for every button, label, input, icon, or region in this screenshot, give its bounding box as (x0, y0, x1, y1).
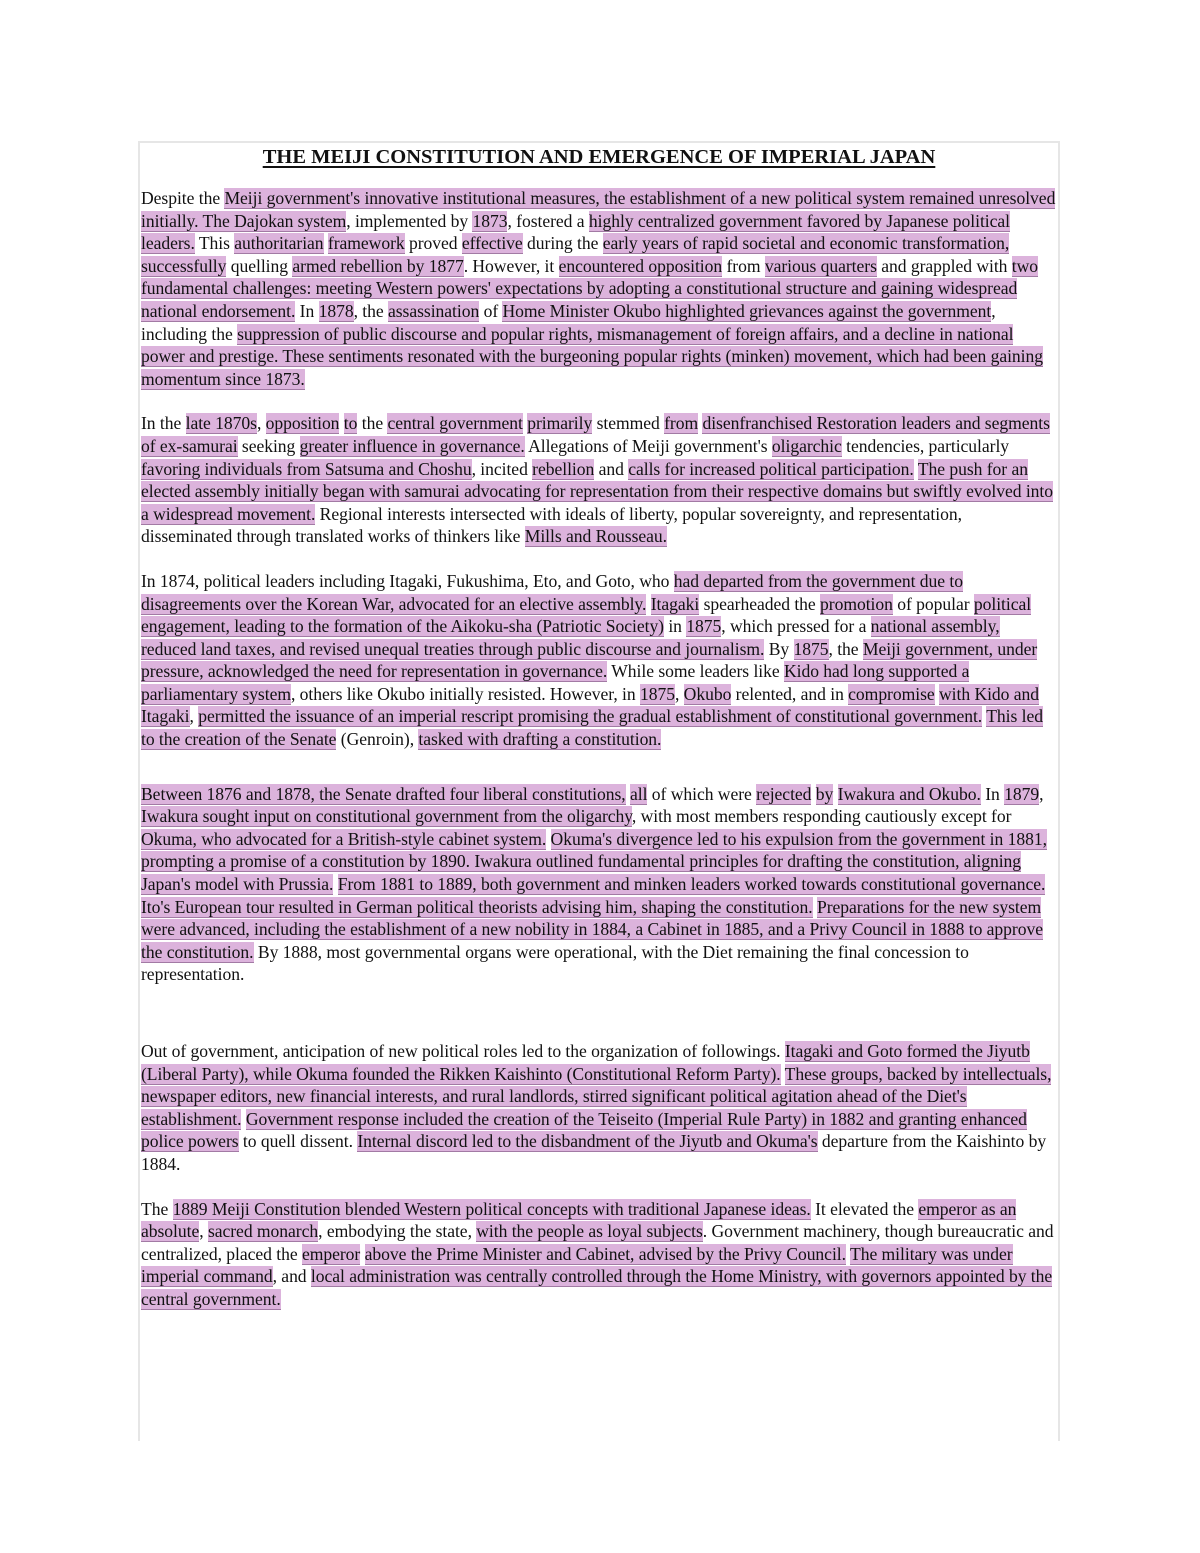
highlighted-text: permitted the issuance of an imperial rescript promising the gradual establishment of constitutional government. (198, 706, 983, 727)
highlighted-text: to (343, 413, 358, 434)
highlighted-text: emperor as an absolute (141, 1198, 1017, 1242)
highlighted-text: with Kido and Itagaki (141, 683, 1040, 727)
highlighted-text: Internal discord led to the disbandment of the Jiyutb and Okuma's (357, 1131, 818, 1152)
text-run: spearheaded the (699, 593, 821, 614)
text-run: In (295, 300, 319, 321)
document-title: THE MEIJI CONSTITUTION AND EMERGENCE OF IMPERIAL JAPAN (262, 146, 936, 168)
text-run: tendencies, particularly (841, 435, 1010, 456)
highlighted-text: greater influence in governance. (299, 435, 525, 456)
highlighted-text: compromise (848, 683, 935, 704)
highlighted-text: suppression of public discourse and popular rights, mismanagement of foreign affairs, and a decline in national power and prestige. These sentiments resonated with the burgeoning popular rights (minken) movement, which had been gaining momentum since 1873. (141, 323, 1043, 389)
highlighted-text: from (664, 413, 699, 434)
highlighted-text: all (630, 783, 648, 804)
text-run: in (664, 616, 687, 637)
highlighted-text: central government (387, 413, 523, 434)
paragraph (141, 187, 1057, 390)
highlighted-text: 1875 (793, 638, 829, 659)
highlighted-text: 1889 Meiji Constitution blended Western political concepts with traditional Japanese ideas. (172, 1198, 811, 1219)
highlighted-text: Meiji government, under pressure, acknowledged the need for representation in governance. (141, 638, 1038, 682)
text-run: of which were (647, 783, 757, 804)
text-run: and grappled with (876, 255, 1012, 276)
highlighted-text: Ito's European tour resulted in German political theorists advising him, shaping the constitution. (141, 896, 813, 917)
highlighted-text: disenfranchised Restoration leaders and segments of ex-samurai (141, 413, 1050, 456)
highlighted-text: 1878 (318, 300, 354, 321)
text-run: , (674, 683, 684, 704)
highlighted-text: promotion (820, 593, 893, 614)
text-run: This (194, 233, 235, 254)
highlighted-text: oligarchic (771, 435, 842, 456)
highlighted-text: primarily (527, 413, 593, 434)
paragraph (141, 570, 1057, 751)
highlighted-text: From 1881 to 1889, both government and minken leaders worked towards constitutional governance. (337, 874, 1046, 895)
highlighted-text: above the Prime Minister and Cabinet, advised by the Privy Council. (364, 1243, 846, 1264)
highlighted-text: late 1870s (185, 413, 257, 434)
paragraph (141, 1040, 1057, 1176)
text-run: relented, and in (731, 683, 849, 704)
highlighted-text: tasked with drafting a constitution. (418, 729, 662, 750)
text-run: of popular (892, 593, 974, 614)
highlighted-text: Okuma's divergence led to his expulsion from the government in 1881, prompting a promise of a constitution by 1890. Iwakura outlined fundamental principles for drafting the constitution, aligning Japan's model with Prussia. (141, 828, 1047, 895)
document-body (141, 143, 1057, 1311)
highlighted-text: This led to the creation of the Senate (141, 706, 1043, 750)
highlighted-text: Kido had long supported a parliamentary system (141, 661, 970, 704)
paragraph (141, 412, 1057, 548)
highlighted-text: sacred monarch (207, 1221, 319, 1242)
text-run: . However, it (463, 255, 559, 276)
text-run: , fostered a (507, 210, 589, 231)
text-run: In the (141, 413, 186, 434)
highlighted-text: Iwakura and Okubo. (837, 783, 981, 804)
highlighted-text: encountered opposition (558, 255, 723, 276)
text-run: , and (272, 1266, 311, 1287)
text-run: In (980, 783, 1005, 804)
text-run: Despite the (141, 188, 225, 208)
highlighted-text: rebellion (532, 458, 595, 479)
highlighted-text: Mills and Rousseau. (524, 526, 667, 547)
text-run (833, 784, 837, 804)
text-run: It elevated the (810, 1198, 919, 1219)
highlighted-text: various quarters (764, 255, 877, 276)
text-run: , with most members responding cautiously except for (631, 806, 1012, 827)
text-run: , embodying the state, (318, 1221, 477, 1242)
text-run: , (189, 706, 199, 727)
highlighted-text: two fundamental challenges: meeting Western powers' expectations by adopting a constitutional structure and gaining widespread national endorsement. (141, 255, 1039, 321)
text-run: and (594, 458, 629, 479)
highlighted-text: Between 1876 and 1878, the Senate drafted four liberal constitutions, (141, 783, 626, 804)
highlighted-text: Itagaki (650, 593, 700, 614)
text-run (360, 1244, 364, 1264)
highlighted-text: 1873 (472, 210, 508, 231)
text-run: quelling (226, 255, 293, 276)
highlighted-text: Itagaki and Goto formed the Jiyutb (Liberal Party), while Okuma founded the Rikken Kaishinto (Constitutional Reform Party). (141, 1041, 1030, 1084)
highlighted-text: highly centralized government favored by Japanese political leaders. (141, 210, 1010, 254)
text-run: . Government machinery, though bureaucratic and centralized, placed the (141, 1221, 1054, 1264)
highlighted-text: 1875 (639, 683, 675, 704)
highlighted-text: political engagement, leading to the formation of the Aikoku-sha (Patriotic Society) (141, 593, 1032, 637)
highlighted-text: Okuma, who advocated for a British-style cabinet system. (141, 828, 547, 849)
highlighted-text: national assembly, reduced land taxes, and revised unequal treaties through public discourse and journalism. (141, 616, 1000, 659)
highlighted-text: had departed from the government due to disagreements over the Korean War, advocated for an elective assembly. (141, 570, 963, 614)
text-run: , the (353, 300, 388, 321)
text-run (546, 829, 550, 849)
highlighted-text: authoritarian (234, 233, 324, 254)
text-run: , (1039, 783, 1044, 804)
text-run: stemmed (592, 413, 665, 434)
text-run: In 1874, political leaders including Itagaki, Fukushima, Eto, and Goto, who (141, 570, 674, 591)
highlighted-text: These groups, backed by intellectuals, newspaper editors, new financial interests, and rural landlords, stirred significant political agitation ahead of the Diet's establishment. (141, 1063, 1052, 1129)
paragraph (141, 1198, 1057, 1311)
paragraph-container (141, 187, 1057, 1311)
text-run: , (199, 1221, 208, 1242)
highlighted-text: calls for increased political participation. (628, 458, 914, 479)
text-run: , (256, 413, 266, 434)
text-run: seeking (237, 435, 300, 456)
text-run: , which pressed for a (721, 616, 871, 637)
highlighted-text: Preparations for the new system were advanced, including the establishment of a new nobility in 1884, a Cabinet in 1885, and a Privy Council in 1888 to approve the constitution. (141, 896, 1043, 962)
text-run: , others like Okubo initially resisted. However, in (290, 683, 640, 704)
highlighted-text: by (815, 783, 834, 804)
highlighted-text: Home Minister Okubo highlighted grievances against the government (502, 300, 992, 321)
highlighted-text: 1879 (1004, 783, 1040, 804)
text-run: , implemented by (346, 210, 473, 231)
highlighted-text: emperor (301, 1243, 361, 1264)
highlighted-text: Iwakura sought input on constitutional government from the oligarchy (141, 806, 632, 827)
highlighted-text: Government response included the creation of the Teiseito (Imperial Rule Party) in 1882 and granting enhanced police powers (141, 1108, 1027, 1152)
highlighted-text: rejected (756, 783, 812, 804)
text-run: While some leaders like (607, 661, 784, 682)
highlighted-text: armed rebellion by 1877 (292, 255, 464, 276)
text-run: By (764, 638, 794, 659)
highlighted-text: 1875 (686, 616, 722, 637)
text-run: Out of government, anticipation of new political roles led to the organization of followings. (141, 1041, 785, 1061)
highlighted-text: favoring individuals from Satsuma and Choshu (141, 458, 472, 479)
highlighted-text: framework (327, 233, 405, 254)
highlighted-text: effective (461, 233, 523, 254)
text-run: By 1888, most governmental organs were operational, with the Diet remaining the final concession to representation. (141, 941, 969, 985)
highlighted-text: local administration was centrally controlled through the Home Ministry, with governors appointed by the central government. (141, 1266, 1053, 1309)
highlighted-text: Meiji government's innovative institutional measures, the establishment of a new political system remained unresolved initially. The Dajokan system (141, 188, 1056, 231)
text-run: from (722, 255, 765, 276)
text-run: Allegations of Meiji government's (524, 435, 772, 456)
text-run: Regional interests intersected with ideals of liberty, popular sovereignty, and representation, disseminated through translated works of thinkers like (141, 503, 962, 547)
text-run: during the (522, 233, 603, 254)
paragraph (141, 783, 1057, 986)
text-run: departure from the Kaishinto by 1884. (141, 1131, 1047, 1174)
text-run: , incited (471, 458, 533, 479)
highlighted-text: Okubo (683, 683, 732, 704)
text-run: proved (404, 233, 462, 254)
highlighted-text: assassination (387, 300, 480, 321)
text-run: to quell dissent. (238, 1131, 358, 1152)
text-run: , the (828, 638, 863, 659)
text-run: of (479, 300, 503, 321)
highlighted-text: The push for an elected assembly initially began with samurai advocating for representation from their respective domains but swiftly evolved into a widespread movement. (141, 458, 1054, 524)
text-run: the (357, 413, 388, 434)
highlighted-text: with the people as loyal subjects (476, 1221, 703, 1242)
text-run: (Genroin), (336, 729, 419, 750)
highlighted-text: The military was under imperial command (141, 1243, 1013, 1287)
highlighted-text: opposition (265, 413, 340, 434)
text-run: , including the (141, 300, 996, 344)
text-run: The (141, 1198, 173, 1219)
highlighted-text: early years of rapid societal and economic transformation, successfully (141, 233, 1010, 276)
